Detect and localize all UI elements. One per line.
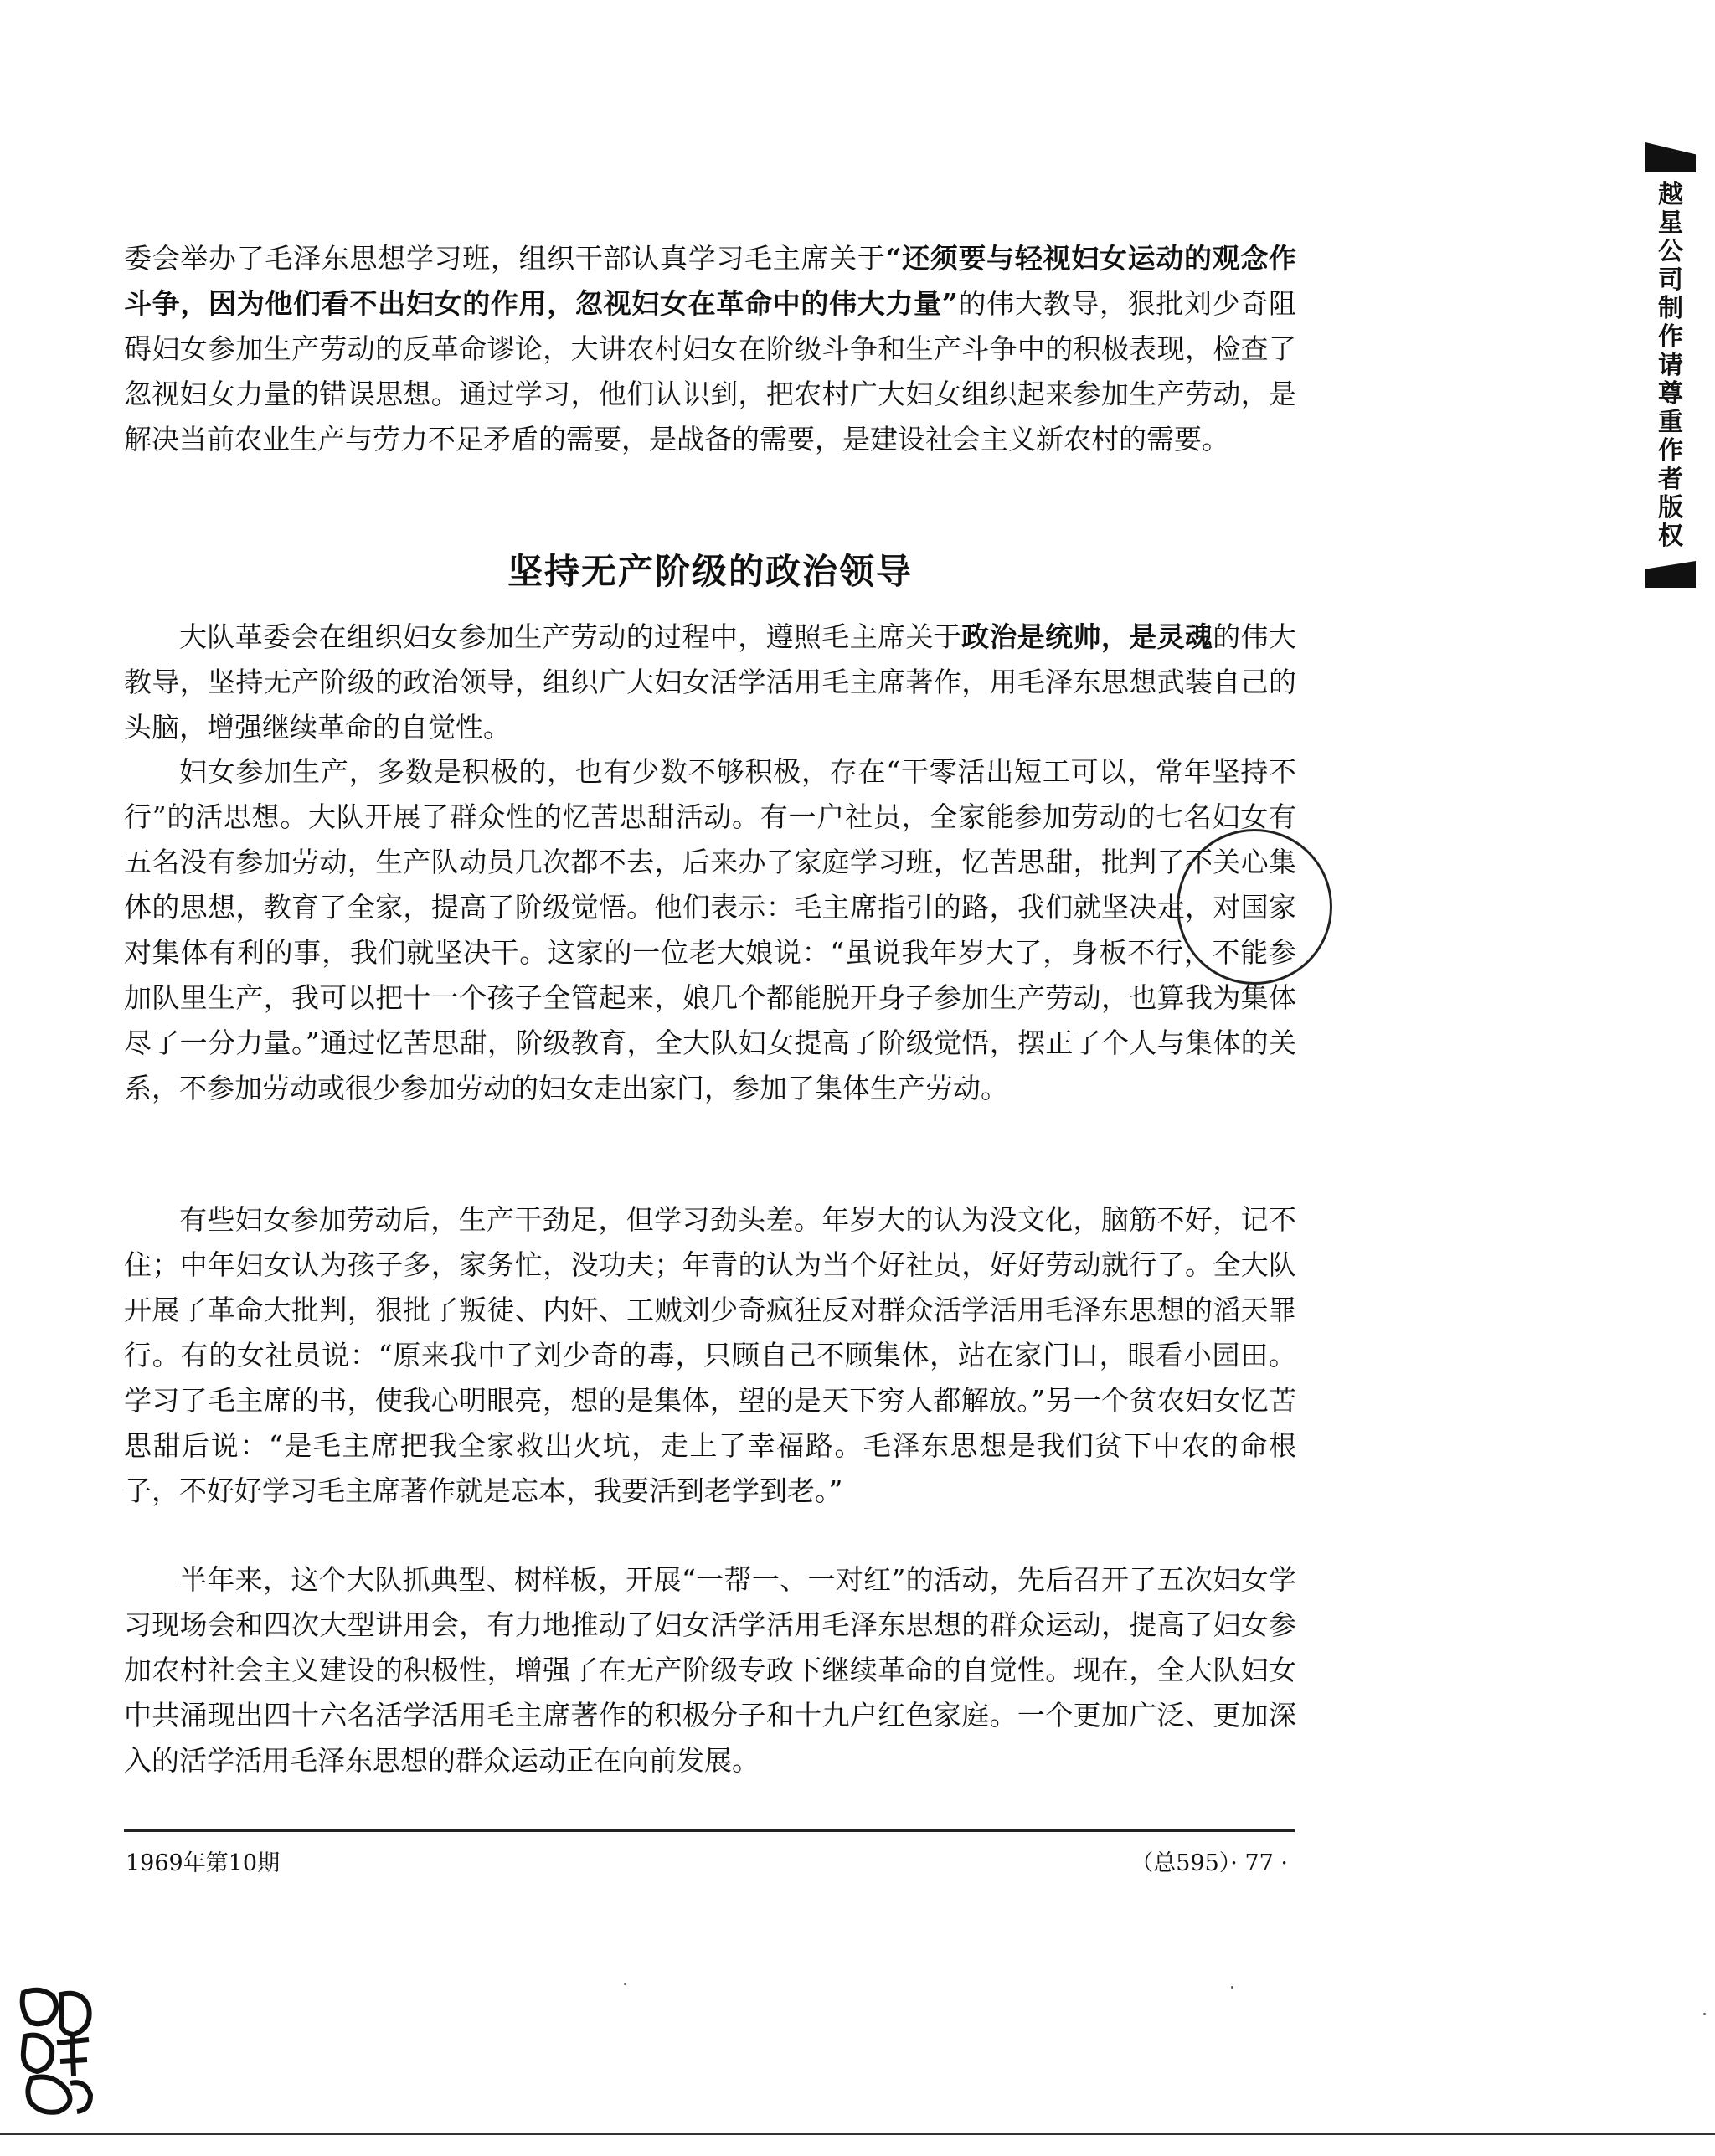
margin-bar-top [1645,142,1696,172]
paragraph-3: 妇女参加生产，多数是积极的，也有少数不够积极，存在“干零活出短工可以，常年坚持不行”的活思想。大队开展了群众性的忆苦思甜活动。有一户社员，全家能参加劳动的七名妇女有五名没有参加劳动，生产队动员几次都不去，后来办了家庭学习班，忆苦思甜，批判了不关心集体的思想，教育了全家，提高了阶级觉悟。他们表示：毛主席指引的路，我们就坚决走，对国家对集体有利的事，我们就坚决干。这家的一位老大娘说：“虽说我年岁大了，身板不行，不能参加队里生产，我可以把十一个孩子全管起来，娘几个都能脱开身子参加生产劳动，也算我为集体尽了一分力量。”通过忆苦思甜，阶级教育，全大队妇女提高了阶级觉悟，摆正了个人与集体的关系，不参加劳动或很少参加劳动的妇女走出家门，参加了集体生产劳动。 [124,755,1296,1104]
footer-page-number: （总595）· 77 · [1130,1850,1288,1876]
paragraph-1-lead: 委会举办了毛泽东思想学习班，组织干部认真学习毛主席关于 [124,242,886,275]
footer-rule [124,1829,1295,1832]
margin-bar-bottom [1645,561,1696,588]
handdrawn-circle-mark [1177,829,1332,985]
paragraph-5: 半年来，这个大队抓典型、树样板，开展“一帮一、一对红”的活动，先后召开了五次妇女学习现场会和四次大型讲用会，有力地推动了妇女活学活用毛泽东思想的群众运动，提高了妇女参加农村社会主义建设的积极性，增强了在无产阶级专政下继续革命的自觉性。现在，全大队妇女中共涌现出四十六名活学活用毛主席著作的积极分子和十九户红色家庭。一个更加广泛、更加深入的活学活用毛泽东思想的群众运动正在向前发展。 [124,1563,1296,1777]
paragraph-2-rest: 的伟大教导，坚持无产阶级的政治领导，组织广大妇女活学活用毛主席著作，用毛泽东思想武装自己的头脑，增强继续革命的自觉性。 [124,620,1297,744]
seal-stamp-icon [15,1984,99,2118]
paragraph-1-rest: 的伟大教导，狠批刘少奇阻碍妇女参加生产劳动的反革命谬论，大讲农村妇女在阶级斗争和生产斗争中的积极表现，检查了忽视妇女力量的错误思想。通过学习，他们认识到，把农村广大妇女组织起来参加生产劳动，是解决当前农业生产与劳力不足矛盾的需要，是战备的需要，是建设社会主义新农村的需要。 [124,287,1297,455]
footer-issue: 1969年第10期 [126,1850,281,1876]
paragraph-1 [124,236,1296,462]
margin-note-text: 越星公司制作请尊重作者版权 [1658,180,1683,551]
section-title: 坚持无产阶级的政治领导 [507,551,913,592]
scan-bottom-edge [0,2133,1715,2135]
margin-copyright-note [1645,142,1696,586]
paragraph-2-bold: 政治是统帅，是灵魂 [961,620,1213,653]
paragraph-4: 有些妇女参加劳动后，生产干劲足，但学习劲头差。年岁大的认为没文化，脑筋不好，记不住；中年妇女认为孩子多，家务忙，没功夫；年青的认为当个好社员，好好劳动就行了。全大队开展了革命大批判，狠批了叛徒、内奸、工贼刘少奇疯狂反对群众活学活用毛泽东思想的滔天罪行。有的女社员说：“原来我中了刘少奇的毒，只顾自己不顾集体，站在家门口，眼看小园田。学习了毛主席的书，使我心明眼亮，想的是集体，望的是天下穷人都解放。”另一个贫农妇女忆苦思甜后说：“是毛主席把我全家救出火坑，走上了幸福路。毛泽东思想是我们贫下中农的命根子，不好好学习毛主席著作就是忘本，我要活到老学到老。” [124,1203,1296,1507]
scan-speck [624,1983,626,1985]
paragraph-1-quote: “还须要与轻视妇女运动的观念作斗争，因为他们看不出妇女的作用，忽视妇女在革命中的伟大力量” [124,242,1297,320]
paragraph-2 [124,615,1296,750]
scan-speck [1703,2013,1706,2015]
scan-speck [1231,1986,1233,1989]
paragraph-2-lead: 大队革委会在组织妇女参加生产劳动的过程中，遵照毛主席关于 [179,620,962,653]
